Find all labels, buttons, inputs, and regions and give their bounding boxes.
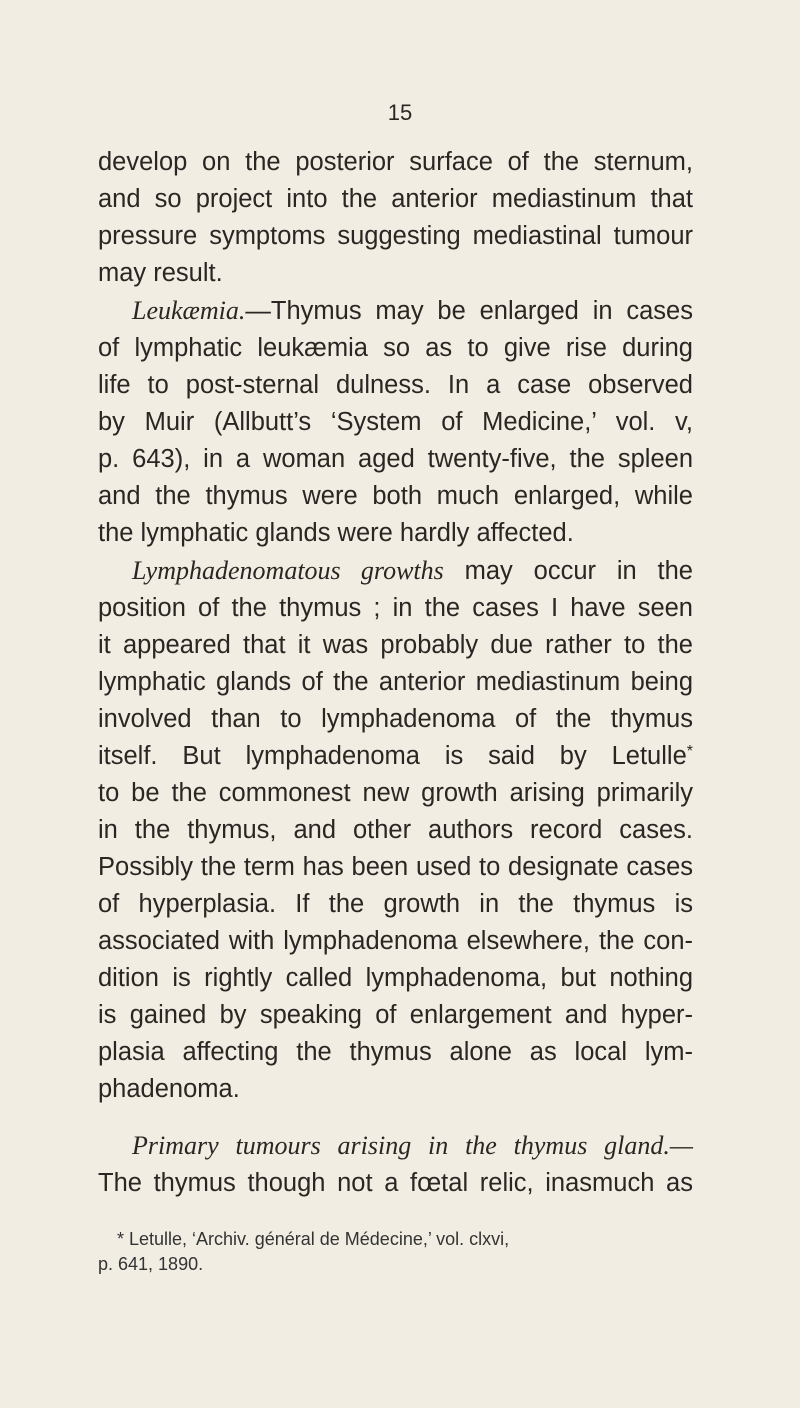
text-line: pressure symptoms suggesting mediastinal tumour: [98, 222, 693, 250]
text-line: itself. But lymphadenoma is said by Letulle*: [98, 742, 693, 770]
text-line: the lymphatic glands were hardly affected.: [98, 519, 574, 547]
page-number: 15: [387, 100, 413, 125]
text-line: phadenoma.: [98, 1075, 240, 1103]
text-line: position of the thymus ; in the cases I have seen: [98, 594, 693, 622]
text-line: may result.: [98, 259, 223, 287]
text-line: Leukæmia.—Thymus may be enlarged in cases: [132, 296, 693, 325]
text-line: develop on the posterior surface of the sternum,: [98, 148, 693, 176]
text-line: of lymphatic leukæmia so as to give rise during: [98, 334, 693, 362]
subheading-primary-tumours: Primary tumours arising in the thymus gland.—: [132, 1131, 693, 1160]
text-line: life to post-sternal dulness. In a case observed: [98, 371, 693, 399]
subheading-lymphadenomatous: Lymphadenomatous growths: [132, 556, 444, 585]
text-line: in the thymus, and other authors record cases.: [98, 816, 693, 844]
text-line: is gained by speaking of enlargement and hyper-: [98, 1001, 693, 1029]
text-line: Possibly the term has been used to designate cases: [98, 853, 693, 881]
subheading-leukaemia: Leukæmia.: [132, 296, 246, 325]
text-line: lymphatic glands of the anterior mediastinum being: [98, 668, 693, 696]
text-line: p. 643), in a woman aged twenty-five, the spleen: [98, 445, 693, 473]
text-line: Lymphadenomatous growths may occur in the: [132, 556, 693, 585]
text-line: and the thymus were both much enlarged, while: [98, 482, 693, 510]
text-line: involved than to lymphadenoma of the thymus: [98, 705, 693, 733]
text-line: by Muir (Allbutt’s ‘System of Medicine,’ vol. v,: [98, 408, 693, 436]
footnote-line: * Letulle, ‘Archiv. général de Médecine,’ vol. clxvi,: [117, 1229, 510, 1249]
footnote-line: p. 641, 1890.: [98, 1254, 204, 1274]
text-line: dition is rightly called lymphadenoma, but nothing: [98, 964, 693, 992]
text-line: associated with lymphadenoma elsewhere, the con-: [98, 927, 693, 955]
text-line: and so project into the anterior mediastinum that: [98, 185, 693, 213]
text-line: plasia affecting the thymus alone as local lym-: [98, 1038, 693, 1066]
text-line: it appeared that it was probably due rather to the: [98, 631, 693, 659]
text-line: to be the commonest new growth arising primarily: [98, 779, 693, 807]
text-line: The thymus though not a fœtal relic, inasmuch as: [98, 1169, 693, 1197]
text-line: of hyperplasia. If the growth in the thymus is: [98, 890, 693, 918]
footnote-marker: *: [686, 743, 693, 760]
